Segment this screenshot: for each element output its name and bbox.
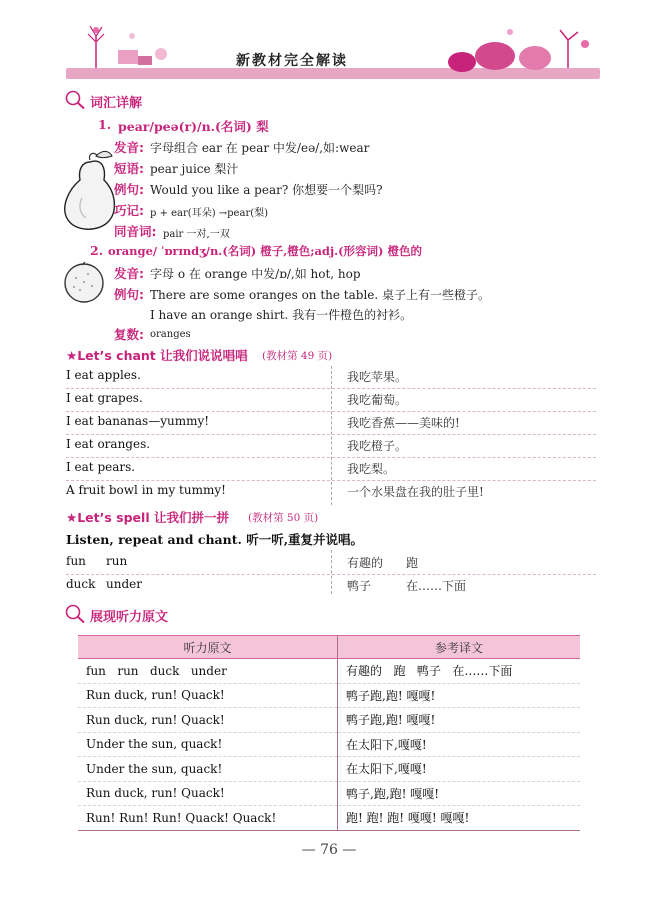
chant-english: I eat apples. bbox=[66, 368, 141, 382]
chant-row bbox=[66, 388, 596, 412]
chant-row bbox=[66, 480, 596, 503]
chant-row bbox=[66, 434, 596, 458]
example-text-2: I have an orange shirt. 我有一件橙色的衬衫。 bbox=[150, 308, 413, 322]
phrase-label: 短语: bbox=[114, 161, 144, 176]
plural-label: 复数: bbox=[114, 327, 144, 342]
original-cell: Run! Run! Run! Quack! Quack! bbox=[78, 806, 338, 831]
spell-instruction: Listen, repeat and chant. 听一听,重复并说唱。 bbox=[66, 532, 364, 547]
table-header-row bbox=[78, 636, 580, 659]
pronunciation-text: 字母 o 在 orange 中发/ɒ/,如 hot, hop bbox=[150, 267, 361, 281]
memory-tip-label: 巧记: bbox=[114, 203, 144, 218]
homophone-label: 同音词: bbox=[114, 224, 157, 239]
pronunciation-text: 字母组合 ear 在 pear 中发/eə/,如:wear bbox=[150, 141, 370, 155]
original-cell: Run duck, run! Quack! bbox=[78, 781, 338, 806]
table-row bbox=[78, 708, 580, 733]
pronunciation-label: 发音: bbox=[114, 140, 144, 155]
pear-illustration-icon bbox=[60, 148, 120, 233]
spell-meaning: 在……下面 bbox=[406, 579, 467, 593]
original-cell: fun run duck under bbox=[78, 659, 338, 684]
example-label: 例句: bbox=[114, 182, 144, 197]
magnifier-icon bbox=[64, 90, 86, 110]
page-title: 新教材完全解读 bbox=[236, 53, 348, 69]
example-label: 例句: bbox=[114, 287, 144, 302]
entry-headword: pear/peə(r)/n.(名词) 梨 bbox=[118, 119, 269, 134]
memory-tip-text: p + ear(耳朵) →pear(梨) bbox=[150, 208, 269, 219]
example-text: Would you like a pear? 你想要一个梨吗? bbox=[150, 183, 383, 197]
chant-chinese: 我吃橙子。 bbox=[347, 439, 408, 453]
translation-cell: 有趣的 跑 鸭子 在……下面 bbox=[338, 659, 581, 684]
chant-english: I eat grapes. bbox=[66, 391, 143, 405]
page-number: — 76 — bbox=[301, 842, 357, 858]
chant-chinese: 我吃葡萄。 bbox=[347, 393, 408, 407]
header-left-decoration-icon bbox=[66, 22, 176, 72]
chant-english: I eat pears. bbox=[66, 460, 136, 474]
spell-heading: ★Let’s spell 让我们拼一拼 bbox=[66, 510, 229, 525]
magnifier-icon bbox=[64, 604, 86, 624]
spell-word: run bbox=[106, 554, 128, 568]
original-cell: Run duck, run! Quack! bbox=[78, 683, 338, 708]
listening-table bbox=[78, 635, 580, 831]
column-header-original: 听力原文 bbox=[78, 636, 338, 659]
chant-row bbox=[66, 365, 596, 389]
spell-word: under bbox=[106, 577, 142, 591]
table-row bbox=[78, 757, 580, 782]
table-row bbox=[78, 683, 580, 708]
listening-heading: 展现听力原文 bbox=[90, 610, 169, 625]
translation-cell: 在太阳下,嘎嘎! bbox=[338, 732, 581, 757]
chant-english: I eat bananas—yummy! bbox=[66, 414, 210, 428]
spell-meaning: 鸭子 bbox=[347, 579, 372, 593]
chant-english: I eat oranges. bbox=[66, 437, 151, 451]
spell-row bbox=[66, 574, 596, 597]
chant-chinese: 一个水果盘在我的肚子里! bbox=[347, 485, 484, 499]
original-cell: Under the sun, quack! bbox=[78, 757, 338, 782]
table-row bbox=[78, 659, 580, 684]
pronunciation-label: 发音: bbox=[114, 266, 144, 281]
spell-row bbox=[66, 551, 596, 575]
chant-english: A fruit bowl in my tummy! bbox=[66, 483, 226, 497]
column-header-translation: 参考译文 bbox=[338, 636, 581, 659]
original-cell: Under the sun, quack! bbox=[78, 732, 338, 757]
translation-cell: 鸭子跑,跑! 嘎嘎! bbox=[338, 708, 581, 733]
spell-meaning: 跑 bbox=[406, 556, 419, 570]
translation-cell: 在太阳下,嘎嘎! bbox=[338, 757, 581, 782]
header-right-decoration-icon bbox=[440, 22, 600, 72]
spell-page-ref: (教材第 50 页) bbox=[248, 512, 319, 524]
translation-cell: 鸭子跑,跑! 嘎嘎! bbox=[338, 683, 581, 708]
translation-cell: 鸭子,跑,跑! 嘎嘎! bbox=[338, 781, 581, 806]
chant-chinese: 我吃香蕉——美味的! bbox=[347, 416, 460, 430]
entry-number: 1. bbox=[98, 117, 112, 132]
spell-word: fun bbox=[66, 554, 86, 568]
original-cell: Run duck, run! Quack! bbox=[78, 708, 338, 733]
chant-page-ref: (教材第 49 页) bbox=[262, 350, 333, 362]
chant-row bbox=[66, 457, 596, 481]
chant-heading: ★Let’s chant 让我们说说唱唱 bbox=[66, 348, 248, 363]
plural-text: oranges bbox=[150, 329, 191, 340]
chant-chinese: 我吃梨。 bbox=[347, 462, 396, 476]
translation-cell: 跑! 跑! 跑! 嘎嘎! 嘎嘎! bbox=[338, 806, 581, 831]
chant-chinese: 我吃苹果。 bbox=[347, 370, 408, 384]
spell-meaning: 有趣的 bbox=[347, 556, 384, 570]
vocab-heading: 词汇详解 bbox=[90, 96, 143, 111]
entry-number: 2. bbox=[90, 243, 104, 258]
table-row bbox=[78, 732, 580, 757]
table-row bbox=[78, 806, 580, 831]
example-text-1: There are some oranges on the table. 桌子上有一些橙子。 bbox=[150, 288, 491, 302]
phrase-text: pear juice 梨汁 bbox=[150, 162, 239, 176]
spell-word: duck bbox=[66, 577, 96, 591]
entry-headword: orange/ ˈɒrɪndʒ/n.(名词) 橙子,橙色;adj.(形容词) 橙色的 bbox=[108, 244, 422, 258]
homophone-text: pair 一对,一双 bbox=[163, 229, 230, 240]
table-row bbox=[78, 781, 580, 806]
orange-illustration-icon bbox=[62, 260, 106, 304]
chant-row bbox=[66, 411, 596, 435]
